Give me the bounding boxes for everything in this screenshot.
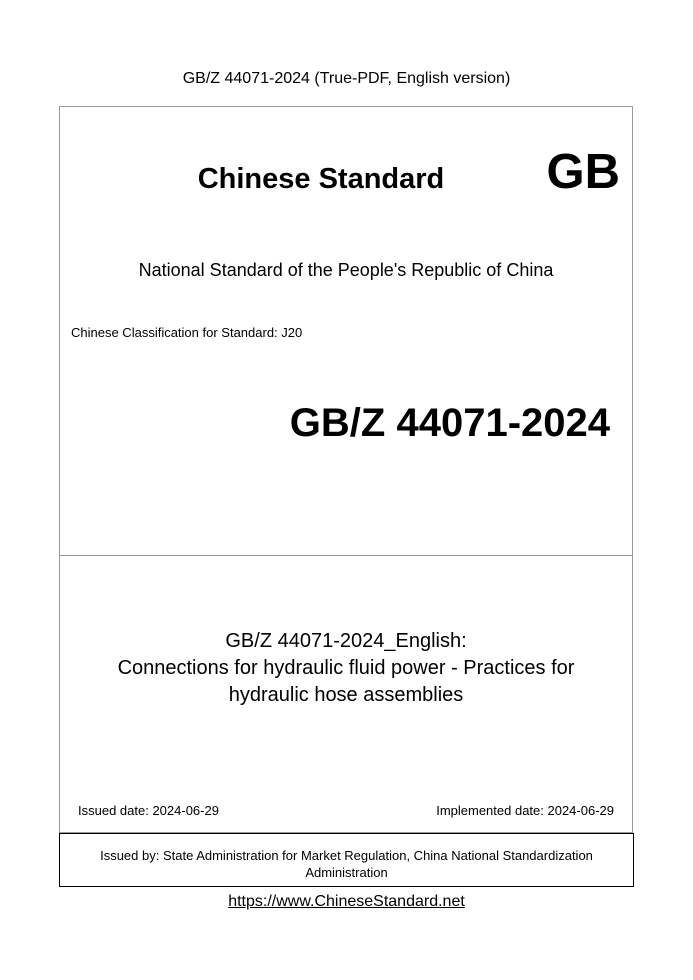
gb-mark: GB <box>546 145 620 199</box>
page-header: GB/Z 44071-2024 (True-PDF, English version) <box>182 70 511 87</box>
document-title-line: Connections for hydraulic fluid power - Practices for <box>117 657 575 679</box>
document-title <box>60 628 632 709</box>
website-link[interactable]: https://www.ChineseStandard.net <box>228 893 465 910</box>
cover-frame <box>59 106 633 833</box>
implemented-date: Implemented date: 2024-06-29 <box>436 803 614 818</box>
issuer-box: Issued by: State Administration for Market Regulation, China National Standardization Administration <box>59 833 634 887</box>
document-title-line: hydraulic hose assemblies <box>228 684 464 706</box>
issued-date: Issued date: 2024-06-29 <box>78 803 219 818</box>
national-standard-subtitle: National Standard of the People's Republic of China <box>138 260 554 280</box>
standard-number: GB/Z 44071-2024 <box>289 401 610 445</box>
standard-type-title: Chinese Standard <box>197 163 445 195</box>
document-title-line: GB/Z 44071-2024_English: <box>225 630 467 652</box>
classification-label: Chinese Classification for Standard: J20 <box>71 325 303 340</box>
section-divider <box>60 555 632 556</box>
